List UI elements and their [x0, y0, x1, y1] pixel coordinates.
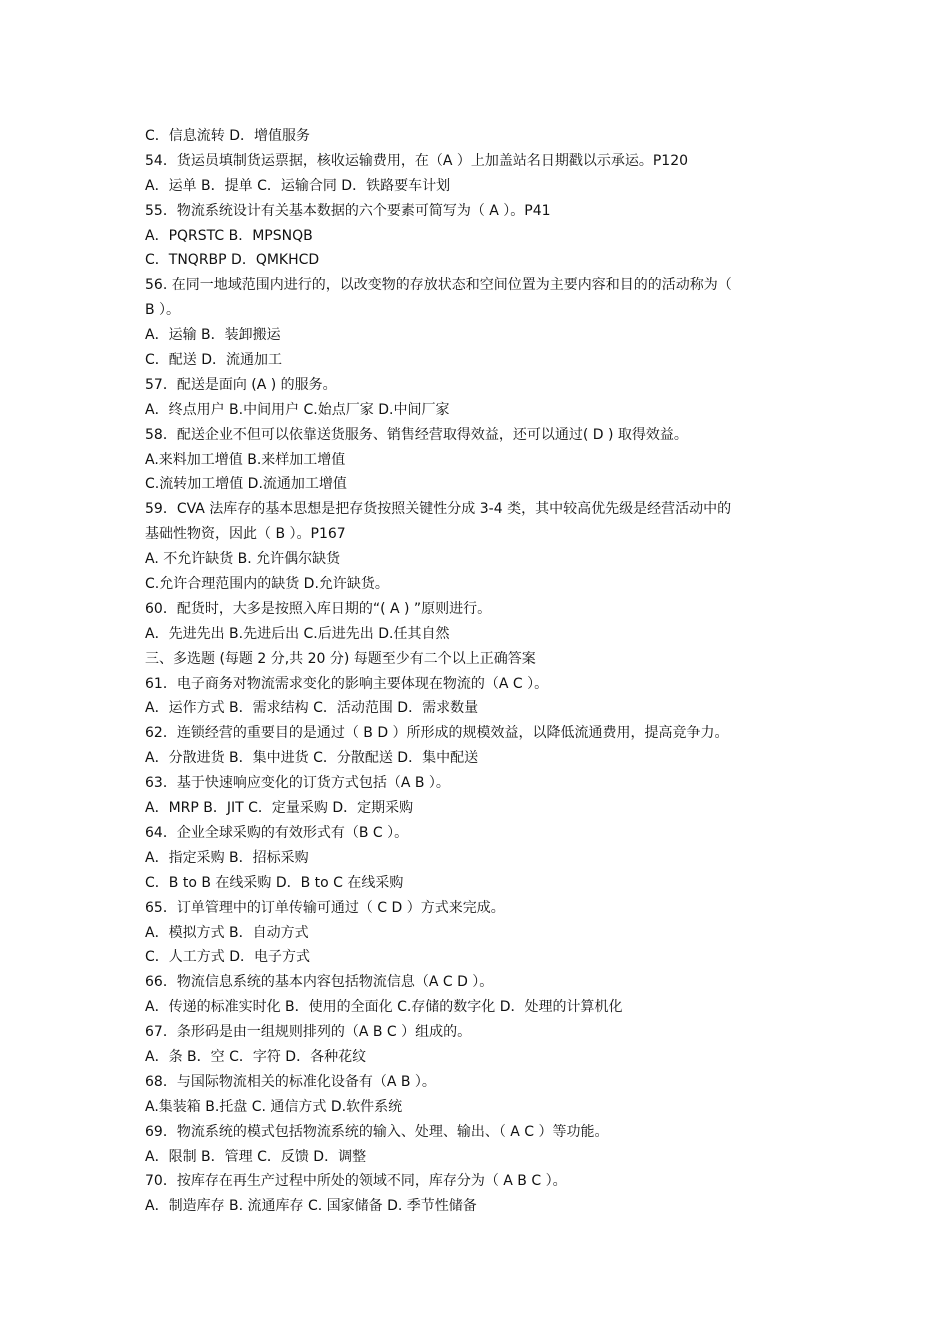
options-59-cd: C.允许合理范围内的缺货 D.允许缺货。 [145, 576, 389, 593]
options-60: A．先进先出 B.先进后出 C.后进先出 D.任其自然 [145, 625, 450, 642]
options-55-ab: A．PQRSTC B．MPSNQB [145, 227, 313, 244]
options-62: A．分散进货 B．集中进货 C．分散配送 D．集中配送 [145, 750, 479, 767]
options-56-cd: C．配送 D．流通加工 [145, 352, 283, 369]
options-64-cd: C．B to B 在线采购 D．B to C 在线采购 [145, 874, 404, 891]
question-59-cont: 基础性物资，因此（ B ）。P167 [145, 526, 346, 543]
text-line: C．信息流转 D．增值服务 [145, 128, 311, 144]
document-text [145, 124, 825, 1219]
question-61: 61．电子商务对物流需求变化的影响主要体现在物流的（A C ）。 [145, 675, 549, 692]
options-63: A．MRP B．JIT C．定量采购 D．定期采购 [145, 800, 414, 817]
options-68: A.集装箱 B.托盘 C. 通信方式 D.软件系统 [145, 1098, 403, 1115]
options-61: A．运作方式 B．需求结构 C．活动范围 D．需求数量 [145, 700, 479, 717]
question-59: 59．CVA 法库存的基本思想是把存货按照关键性分成 3-4 类，其中较高优先级是经营活动中的 [145, 501, 732, 518]
question-56-cont: B ）。 [145, 302, 181, 319]
question-67: 67．条形码是由一组规则排列的（A B C ）组成的。 [145, 1024, 472, 1041]
question-55: 55．物流系统设计有关基本数据的六个要素可简写为（ A ）。P41 [145, 202, 551, 219]
question-56: 56. 在同一地域范围内进行的，以改变物的存放状态和空间位置为主要内容和目的的活动称为（ [145, 277, 732, 294]
question-69: 69．物流系统的模式包括物流系统的输入、处理、输出、（ A C ）等功能。 [145, 1123, 609, 1140]
question-54: 54．货运员填制货运票据，核收运输费用，在（A ）上加盖站名日期戳以示承运。P120 [145, 152, 689, 169]
options-66: A．传递的标准实时化 B．使用的全面化 C.存储的数字化 D．处理的计算机化 [145, 999, 623, 1016]
question-57: 57．配送是面向 (A ) 的服务。 [145, 376, 337, 393]
question-66: 66．物流信息系统的基本内容包括物流信息（A C D ）。 [145, 974, 494, 991]
options-58-ab: A.来料加工增值 B.来样加工增值 [145, 451, 346, 468]
options-56-ab: A．运输 B．装卸搬运 [145, 327, 281, 344]
section-heading-multiple-choice: 三、多选题 (每题 2 分,共 20 分) 每题至少有二个以上正确答案 [145, 650, 536, 667]
options-64-ab: A．指定采购 B．招标采购 [145, 849, 309, 866]
options-57: A．终点用户 B.中间用户 C.始点厂家 D.中间厂家 [145, 401, 450, 418]
options-70: A．制造库存 B. 流通库存 C. 国家储备 D. 季节性储备 [145, 1198, 477, 1215]
options-55-cd: C．TNQRBP D．QMKHCD [145, 252, 320, 269]
question-70: 70．按库存在再生产过程中所处的领域不同，库存分为（ A B C ）。 [145, 1173, 567, 1190]
question-68: 68．与国际物流相关的标准化设备有（A B ）。 [145, 1073, 436, 1090]
options-69: A．限制 B．管理 C．反馈 D．调整 [145, 1148, 367, 1165]
question-63: 63．基于快速响应变化的订货方式包括（A B ）。 [145, 775, 450, 792]
question-64: 64．企业全球采购的有效形式有（B C ）。 [145, 824, 409, 841]
question-65: 65．订单管理中的订单传输可通过（ C D ）方式来完成。 [145, 899, 505, 916]
options-65-cd: C．人工方式 D．电子方式 [145, 949, 311, 966]
question-60: 60．配货时，大多是按照入库日期的“( A ) ”原则进行。 [145, 600, 492, 617]
question-62: 62．连锁经营的重要目的是通过（ B D ）所形成的规模效益，以降低流通费用，提高竞争力。 [145, 725, 729, 742]
options-58-cd: C.流转加工增值 D.流通加工增值 [145, 476, 347, 493]
options-54: A．运单 B．提单 C．运输合同 D．铁路要车计划 [145, 177, 451, 194]
question-58: 58．配送企业不但可以依靠送货服务、销售经营取得效益，还可以通过( D ) 取得效益。 [145, 426, 688, 443]
options-65-ab: A．模拟方式 B．自动方式 [145, 924, 309, 941]
options-67: A．条 B．空 C．字符 D．各种花纹 [145, 1048, 367, 1065]
options-59-ab: A. 不允许缺货 B. 允许偶尔缺货 [145, 551, 341, 568]
